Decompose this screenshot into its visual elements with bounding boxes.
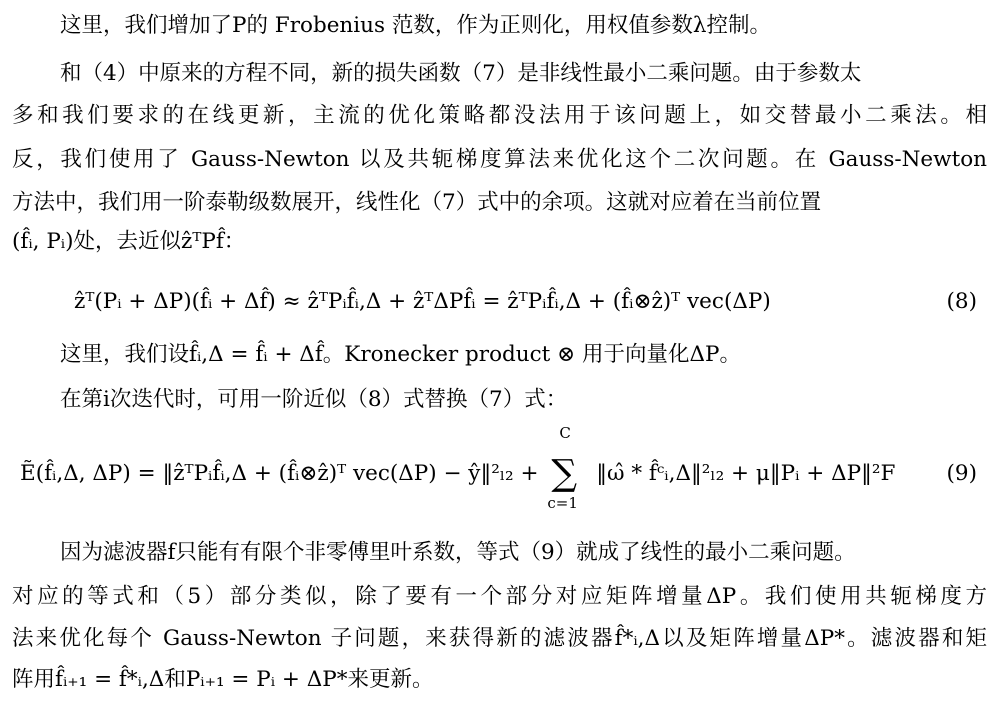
paragraph-5-line-1: 因为滤波器f只能有有限个非零傅里叶系数，等式（9）就成了线性的最小二乘问题。 (60, 540, 856, 565)
equation-8-body: ẑᵀ(Pᵢ + ΔP)(f̂ᵢ + Δf̂) ≈ ẑᵀPᵢf̂ᵢ,Δ + ẑᵀΔPf̂ᵢ = ẑᵀPᵢf̂ᵢ,Δ + (f̂ᵢ⊗ẑ)ᵀ vec(ΔP) (74, 289, 771, 314)
paragraph-2-line-3: 反，我们使用了 Gauss-Newton 以及共轭梯度算法来优化这个二次问题。在 Gauss-Newton (12, 147, 987, 172)
paragraph-4-line-1: 在第i次迭代时，可用一阶近似（8）式替换（7）式： (60, 387, 568, 412)
equation-9-sum-lower: c=1 (547, 494, 578, 512)
paragraph-3-line-1: 这里，我们设f̂ᵢ,Δ = f̂ᵢ + Δf̂。Kronecker product ⊗ 用于向量化ΔP。 (60, 342, 741, 367)
paragraph-5-line-2: 对应的等式和（5）部分类似，除了要有一个部分对应矩阵增量ΔP。我们使用共轭梯度方 (12, 584, 987, 609)
paragraph-5-line-3: 法来优化每个 Gauss-Newton 子问题，来获得新的滤波器f̂*ᵢ,Δ以及矩阵增量ΔP*。滤波器和矩 (12, 626, 987, 651)
equation-9-sum-upper: C (559, 424, 571, 442)
paragraph-2-line-2: 多和我们要求的在线更新，主流的优化策略都没法用于该问题上，如交替最小二乘法。相 (12, 103, 987, 128)
equation-9-number: (9) (946, 461, 977, 486)
equation-8-number: (8) (946, 289, 977, 314)
paragraph-2-line-4: 方法中，我们用一阶泰勒级数展开，线性化（7）式中的余项。这就对应着在当前位置 (12, 190, 822, 215)
equation-9-right: ‖ω̂ * f̂ᶜᵢ,Δ‖²ₗ₂ + μ‖Pᵢ + ΔP‖²F (596, 461, 896, 486)
equation-9-sum (545, 424, 589, 512)
paragraph-5-line-4: 阵用f̂ᵢ₊₁ = f̂*ᵢ,Δ和Pᵢ₊₁ = Pᵢ + ΔP*来更新。 (12, 667, 434, 692)
equation-9 (12, 424, 987, 512)
paragraph-1-line-1: 这里，我们增加了P的 Frobenius 范数，作为正则化，用权值参数λ控制。 (60, 13, 771, 38)
paragraph-2-line-5: (f̂ᵢ, Pᵢ)处，去近似ẑᵀPf̂： (12, 229, 246, 254)
equation-8 (12, 280, 987, 324)
equation-9-sum-symbol: ∑ (551, 453, 578, 494)
equation-9-left: Ẽ(f̂ᵢ,Δ, ΔP) = ‖ẑᵀPᵢf̂ᵢ,Δ + (f̂ᵢ⊗ẑ)ᵀ vec(ΔP) − ŷ‖²ₗ₂ + (20, 461, 539, 486)
equation-9-body (20, 424, 896, 512)
paragraph-2-line-1: 和（4）中原来的方程不同，新的损失函数（7）是非线性最小二乘问题。由于参数太 (60, 61, 862, 86)
